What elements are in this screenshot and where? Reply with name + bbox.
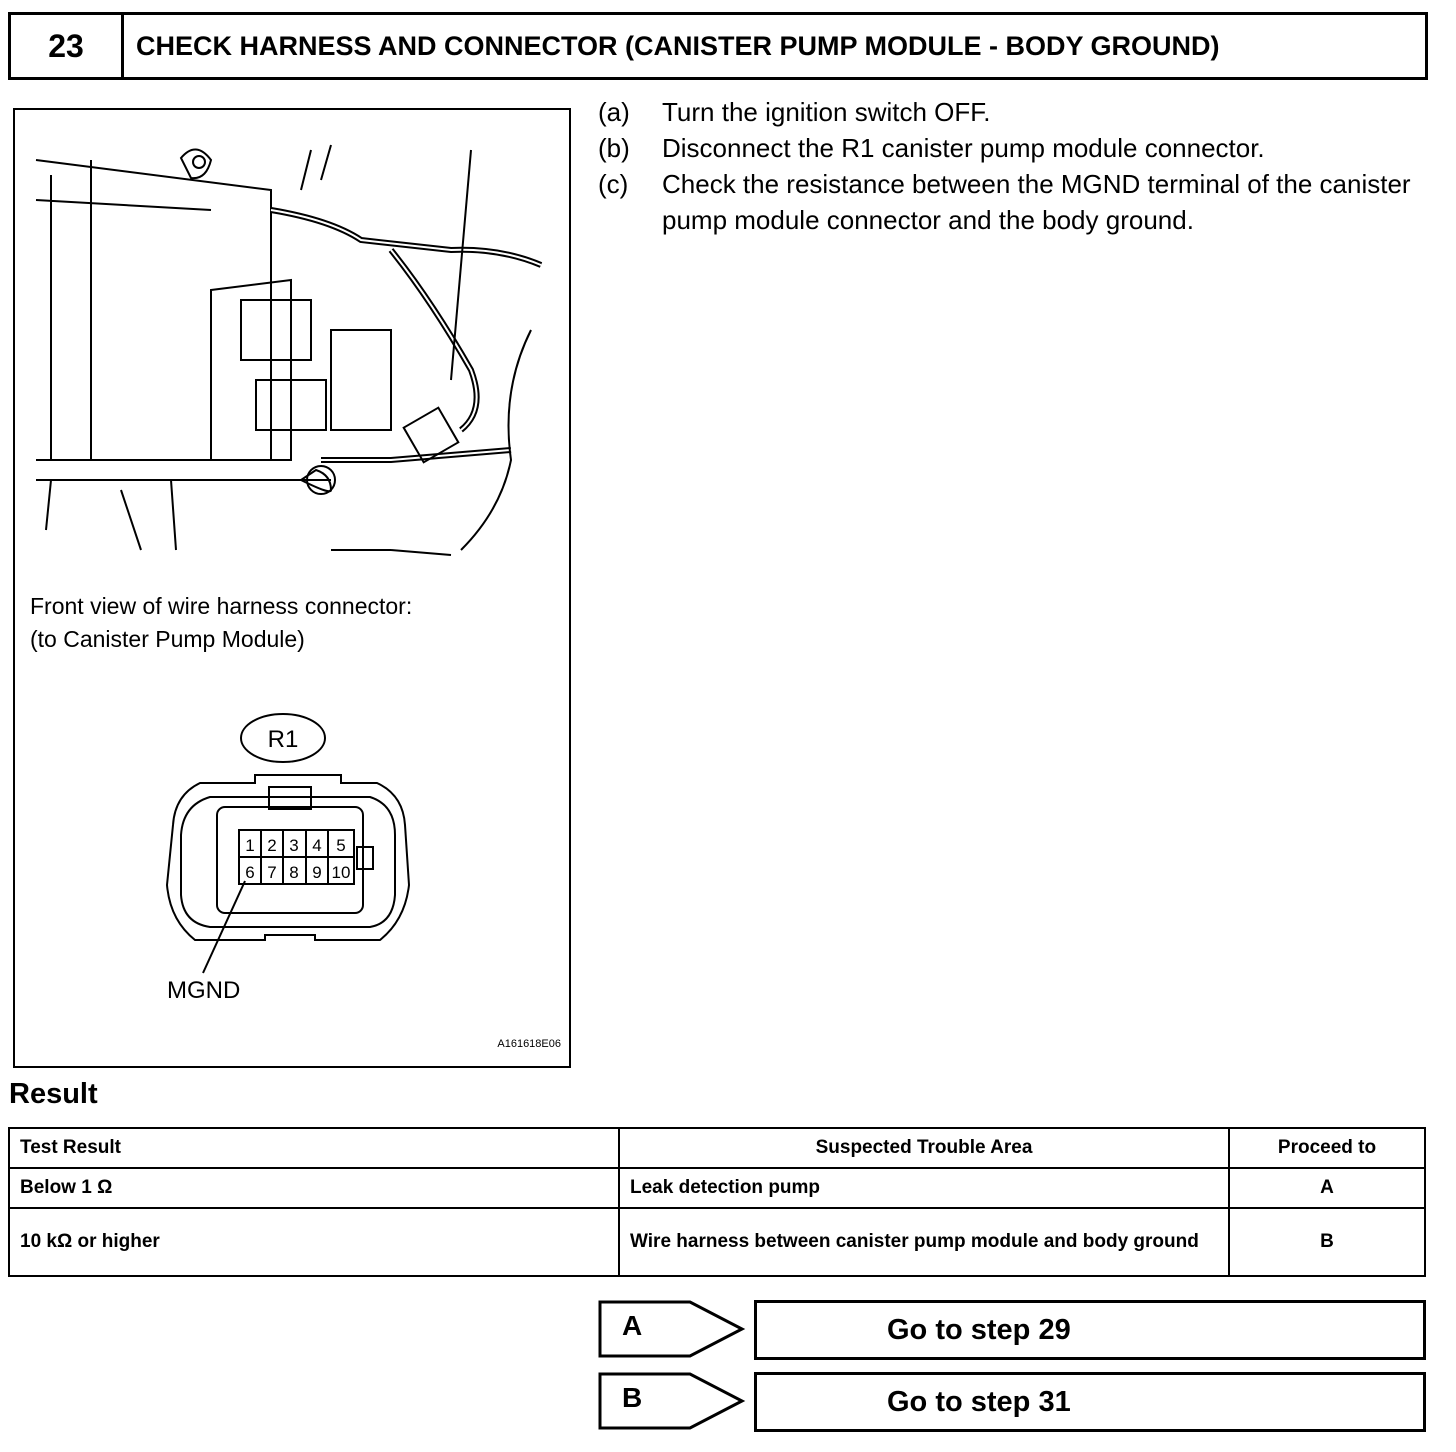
arrow-tag-icon [598, 1372, 746, 1430]
nav-letter: A [622, 1310, 643, 1341]
go-to-step-29-button[interactable]: Go to step 29 [754, 1300, 1426, 1360]
column-header: Test Result [9, 1128, 619, 1168]
step-text: Check the resistance between the MGND terminal of the canister pump module connector and the body ground. [662, 169, 1411, 235]
pin-4: 4 [312, 836, 322, 855]
test-result-cell: 10 kΩ or higher [9, 1208, 619, 1276]
step-title: CHECK HARNESS AND CONNECTOR (CANISTER PUMP MODULE - BODY GROUND) [136, 30, 1220, 61]
pin-3: 3 [289, 836, 299, 855]
figure-panel [13, 108, 571, 1068]
table-row [9, 1168, 1425, 1208]
test-result-cell: Below 1 Ω [9, 1168, 619, 1208]
arrow-tag-icon [598, 1300, 746, 1358]
connector-id-label: R1 [267, 726, 299, 753]
pin-7: 7 [267, 863, 277, 882]
proceed-cell: A [1229, 1168, 1425, 1208]
result-table [8, 1127, 1426, 1277]
pin-2: 2 [267, 836, 277, 855]
step-text: Disconnect the R1 canister pump module connector. [662, 133, 1265, 163]
canister-pump-illustration [31, 130, 551, 560]
pin-10: 10 [331, 863, 351, 882]
column-header: Proceed to [1229, 1128, 1425, 1168]
step-number: 23 [11, 15, 124, 77]
r1-connector-diagram [155, 705, 425, 1005]
pin-8: 8 [289, 863, 299, 882]
proceed-cell: B [1229, 1208, 1425, 1276]
trouble-area-cell: Leak detection pump [619, 1168, 1229, 1208]
pin-9: 9 [312, 863, 322, 882]
pin-5: 5 [336, 836, 346, 855]
column-header: Suspected Trouble Area [619, 1128, 1229, 1168]
result-heading: Result [9, 1078, 98, 1110]
nav-letter: B [622, 1382, 643, 1413]
step-label: (b) [598, 133, 630, 163]
mgnd-label: MGND [167, 977, 241, 1004]
step-text: Turn the ignition switch OFF. [662, 97, 991, 127]
trouble-area-cell: Wire harness between canister pump module and body ground [619, 1208, 1229, 1276]
step-c [598, 166, 1438, 238]
connector-caption [30, 590, 412, 656]
connector-caption-line1: Front view of wire harness connector: [30, 593, 413, 619]
connector-caption-line2: (to Canister Pump Module) [30, 626, 305, 652]
pin-6: 6 [245, 863, 255, 882]
step-label: (c) [598, 169, 629, 199]
step-a [598, 94, 1438, 130]
step-label: (a) [598, 97, 630, 127]
step-b [598, 130, 1438, 166]
figure-reference-code: A161618E06 [497, 1038, 561, 1050]
table-header-row [9, 1128, 1425, 1168]
step-header [8, 12, 1428, 80]
pin-grid [239, 830, 354, 884]
pin-1: 1 [245, 836, 255, 855]
go-to-step-31-button[interactable]: Go to step 31 [754, 1372, 1426, 1432]
nav-option-b[interactable] [598, 1372, 1428, 1434]
nav-option-a[interactable] [598, 1300, 1428, 1362]
procedure-steps [598, 94, 1438, 238]
table-row [9, 1208, 1425, 1276]
